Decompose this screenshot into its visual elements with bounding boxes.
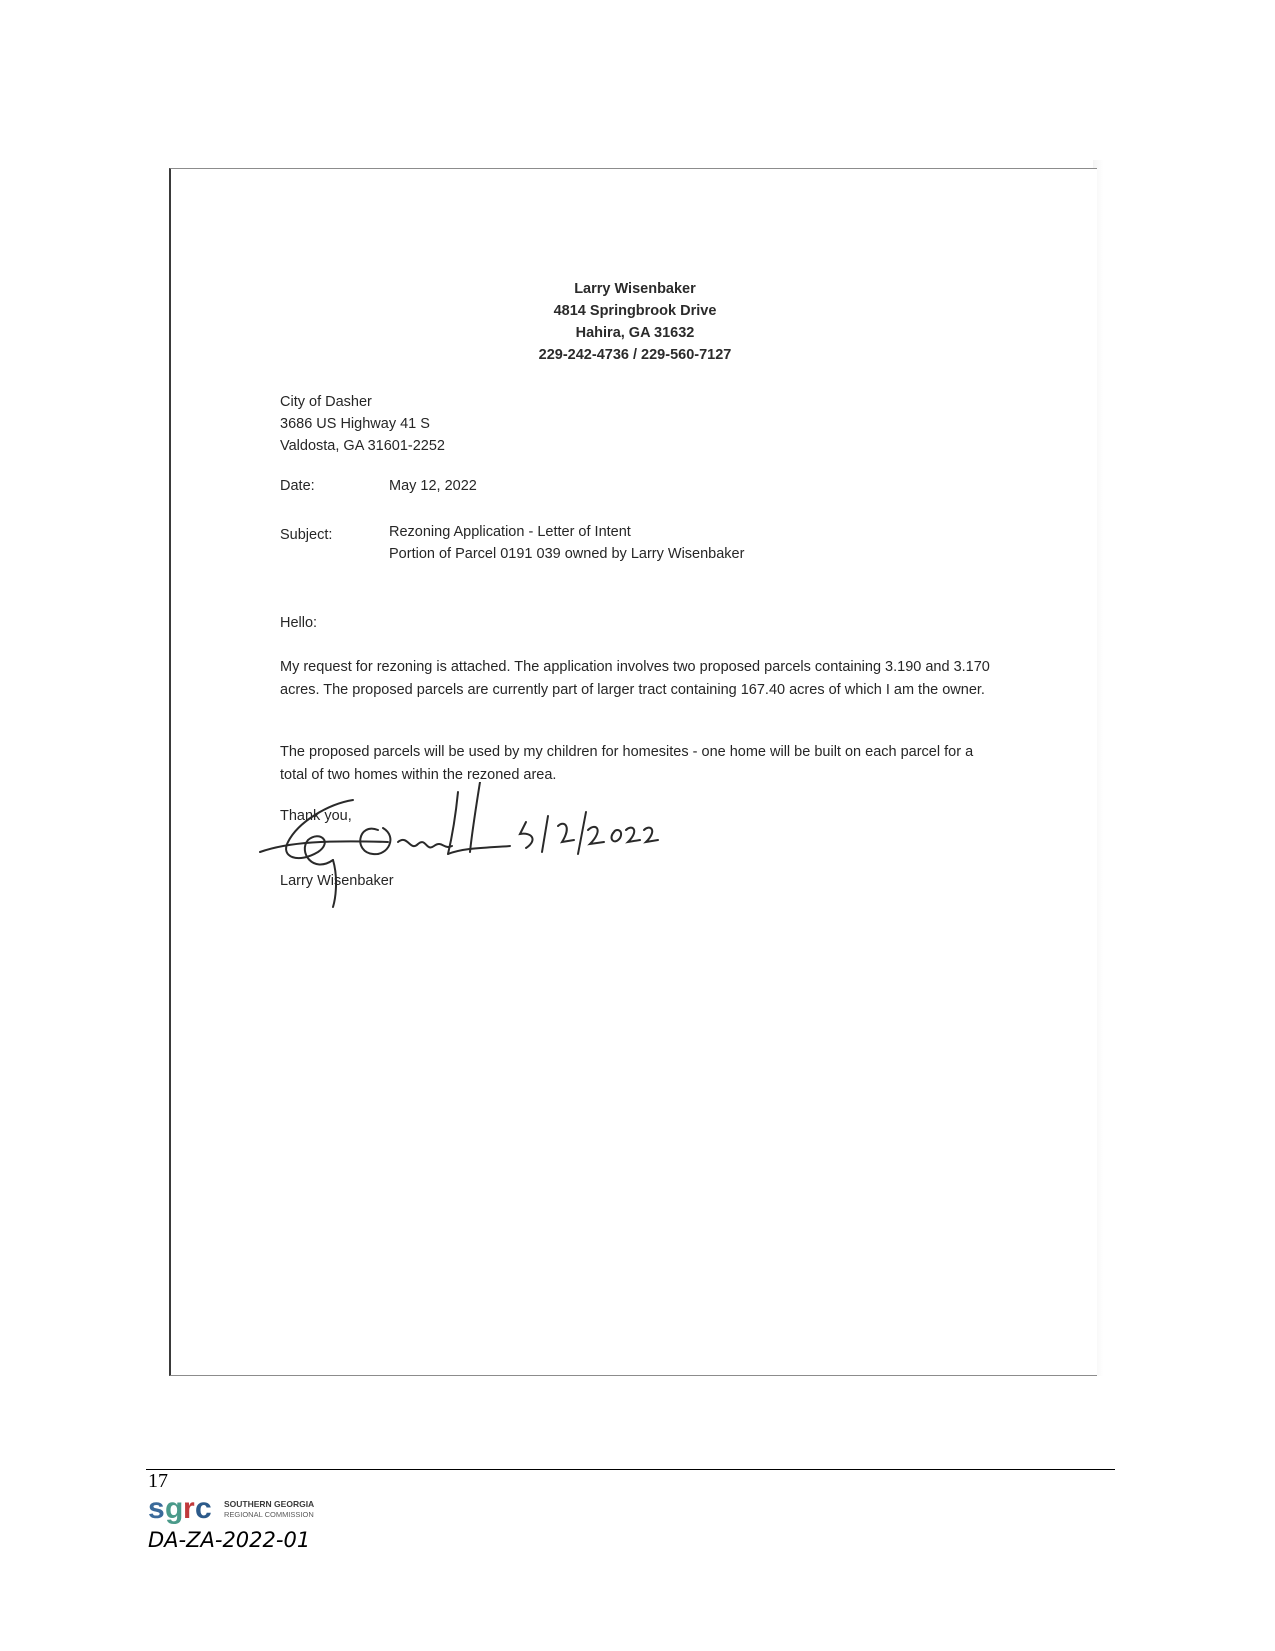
- subject-line-2: Portion of Parcel 0191 039 owned by Larry Wisenbaker: [389, 546, 745, 562]
- page-number: 17: [148, 1470, 168, 1492]
- body-paragraph-1: My request for rezoning is attached. The application involves two proposed parcels containing 3.190 and 3.170 acres. The proposed parcels are currently part of larger tract containing 167.40 acres of which I am the owner.: [280, 659, 990, 698]
- sgrc-logo: [148, 1494, 348, 1529]
- recipient-name: City of Dasher: [280, 394, 372, 410]
- svg-text:REGIONAL COMMISSION: REGIONAL COMMISSION: [224, 1510, 314, 1519]
- handwritten-signature: [258, 782, 678, 912]
- greeting: Hello:: [280, 615, 318, 631]
- recipient-block: [280, 391, 445, 457]
- sender-block: [420, 278, 850, 366]
- svg-text:SOUTHERN GEORGIA: SOUTHERN GEORGIA: [224, 1499, 315, 1509]
- recipient-city: Valdosta, GA 31601-2252: [280, 438, 445, 454]
- svg-text:s: s: [148, 1494, 165, 1524]
- date-label: Date:: [280, 478, 315, 494]
- footer-rule: [146, 1469, 1115, 1470]
- subject-line-1: Rezoning Application - Letter of Intent: [389, 524, 631, 540]
- date-value: May 12, 2022: [389, 478, 477, 494]
- svg-text:g: g: [165, 1494, 184, 1524]
- sender-city: Hahira, GA 31632: [575, 325, 695, 341]
- svg-text:c: c: [195, 1494, 212, 1524]
- sender-street: 4814 Springbrook Drive: [553, 303, 717, 319]
- sender-name: Larry Wisenbaker: [574, 281, 696, 297]
- document-id: DA-ZA-2022-01: [148, 1528, 311, 1552]
- body-paragraph-2: The proposed parcels will be used by my children for homesites - one home will be built on each parcel for a total of two homes within the rezoned area.: [280, 744, 974, 783]
- recipient-street: 3686 US Highway 41 S: [280, 416, 430, 432]
- subject-label: Subject:: [280, 527, 333, 543]
- svg-text:r: r: [183, 1494, 195, 1524]
- signer-name: Larry Wisenbaker: [280, 873, 394, 889]
- sender-phones: 229-242-4736 / 229-560-7127: [538, 347, 732, 363]
- closing-text: Thank you,: [280, 808, 352, 824]
